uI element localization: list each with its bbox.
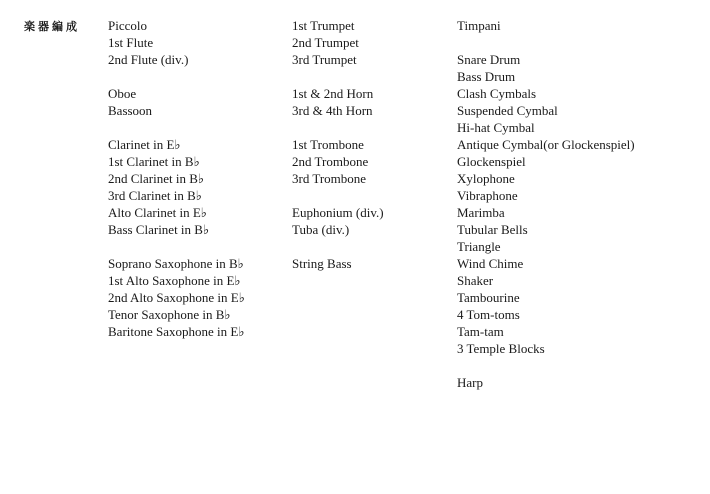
instrument-item: 4 Tom-toms [457,307,520,322]
instrument-item: Clarinet in E♭ [108,137,181,152]
percussion-column [457,17,635,391]
instrument-item: 3rd Trumpet [292,52,357,67]
instrument-item: 1st Flute [108,35,154,50]
instrument-item: Vibraphone [457,188,518,203]
page-title: 楽器編成 [24,20,80,33]
group-spacer [108,238,245,255]
instrument-item: 3rd & 4th Horn [292,103,373,118]
instrument-item: 3 Temple Blocks [457,341,545,356]
instrument-item: 3rd Trombone [292,171,367,186]
instrument-item: Tuba (div.) [292,222,350,237]
instrument-item: 2nd Trombone [292,154,369,169]
instrument-item: Clash Cymbals [457,86,537,101]
instrument-item: 3rd Clarinet in B♭ [108,188,202,203]
group-spacer [292,238,384,255]
instrument-item: Marimba [457,205,505,220]
group-spacer [108,68,245,85]
woodwind-column [108,17,245,340]
instrument-item: Xylophone [457,171,515,186]
brass-column [292,17,384,272]
instrument-item: Tenor Saxophone in B♭ [108,307,231,322]
instrument-item: 1st Clarinet in B♭ [108,154,200,169]
instrument-item: Piccolo [108,18,147,33]
instrument-item: Euphonium (div.) [292,205,384,220]
instrument-item: 2nd Flute (div.) [108,52,189,67]
instrument-item: Oboe [108,86,137,101]
instrument-item: Tam-tam [457,324,504,339]
instrument-item: Timpani [457,18,501,33]
instrument-item: 2nd Clarinet in B♭ [108,171,205,186]
instrument-item: Antique Cymbal(or Glockenspiel) [457,137,635,152]
group-spacer [292,187,384,204]
instrument-item: Baritone Saxophone in E♭ [108,324,245,339]
instrument-item: Tambourine [457,290,520,305]
instrument-item: Bass Drum [457,69,516,84]
instrument-item: Wind Chime [457,256,524,271]
instrument-item: Bass Clarinet in B♭ [108,222,210,237]
group-spacer [292,119,384,136]
instrument-item: 2nd Alto Saxophone in E♭ [108,290,245,305]
instrument-item: Alto Clarinet in E♭ [108,205,207,220]
instrument-item: Harp [457,375,483,390]
instrument-item: 1st Trombone [292,137,364,152]
instrument-item: 1st & 2nd Horn [292,86,374,101]
instrument-item: Suspended Cymbal [457,103,558,118]
instrument-item: Snare Drum [457,52,521,67]
instrument-item: Triangle [457,239,501,254]
instrument-item: Hi-hat Cymbal [457,120,535,135]
instrument-item: Soprano Saxophone in B♭ [108,256,244,271]
instrument-item: Shaker [457,273,494,288]
group-spacer [457,34,635,51]
group-spacer [457,357,635,374]
group-spacer [108,119,245,136]
instrument-item: 1st Alto Saxophone in E♭ [108,273,241,288]
instrument-item: Tubular Bells [457,222,528,237]
instrument-item: 2nd Trumpet [292,35,359,50]
instrument-item: Glockenspiel [457,154,526,169]
group-spacer [292,68,384,85]
instrument-item: Bassoon [108,103,153,118]
instrument-item: 1st Trumpet [292,18,355,33]
instrument-item: String Bass [292,256,352,271]
